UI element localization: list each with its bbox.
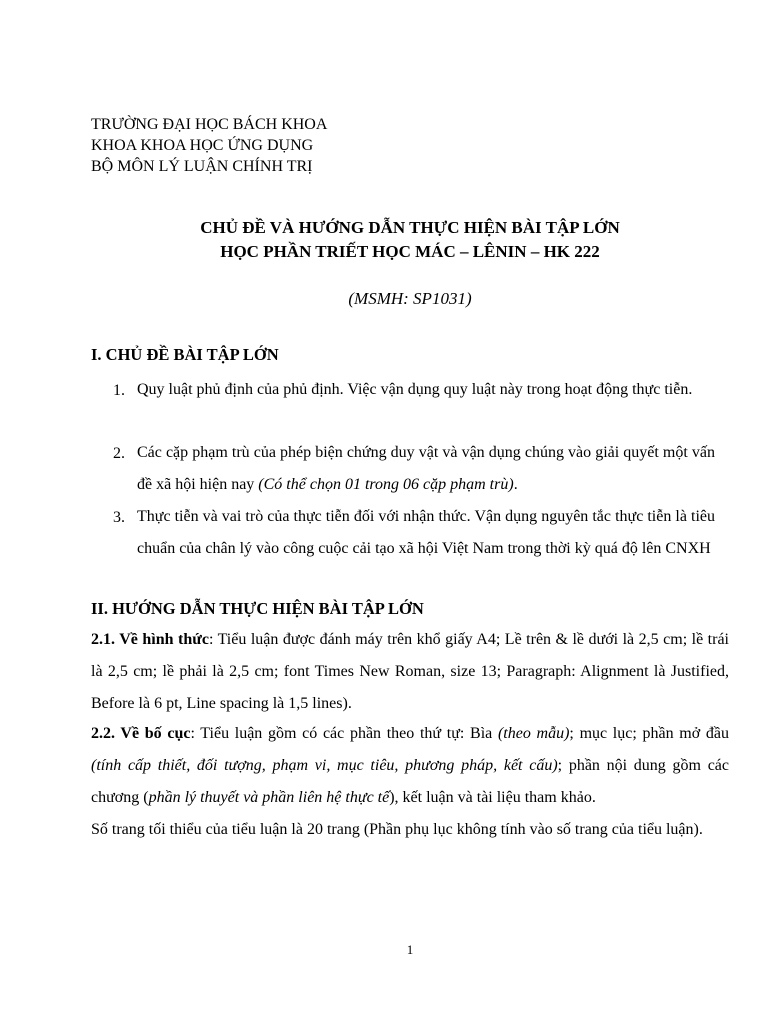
list-item-text: Quy luật phủ định của phủ định. Việc vận dụng quy luật này trong hoạt động thực tiễn. [137,381,693,398]
header-university: TRƯỜNG ĐẠI HỌC BÁCH KHOA [91,116,328,133]
title-line-2: HỌC PHẦN TRIẾT HỌC MÁC – LÊNIN – HK 222 [220,242,600,261]
title-line-1: CHỦ ĐỀ VÀ HƯỚNG DẪN THỰC HIỆN BÀI TẬP LỚN [200,218,620,237]
section-1-heading: I. CHỦ ĐỀ BÀI TẬP LỚN [91,345,279,364]
page-number: 1 [406,942,414,957]
header-department: BỘ MÔN LÝ LUẬN CHÍNH TRỊ [91,158,313,175]
paragraph-page-count: Số trang tối thiểu của tiểu luận là 20 trang (Phần phụ lục không tính vào số trang của tiểu luận). [91,821,703,838]
paragraph-format: 2.1. Về hình thức: Tiểu luận được đánh máy trên khổ giấy A4; Lề trên & lề dưới là 2,5 cm; lề trái là 2,5 cm; lề phải là 2,5 cm; font Times New Roman, size 13; Paragraph: Alignment là Justified, Before là 6 pt, Line spacing là 1,5 lines). [91,631,730,712]
header-faculty: KHOA KHOA HỌC ỨNG DỤNG [91,137,314,154]
paragraph-structure: 2.2. Về bố cục: Tiểu luận gồm có các phần theo thứ tự: Bìa (theo mẫu); mục lục; phần mở đầu (tính cấp thiết, đối tượng, phạm vi, mục tiêu, phương pháp, kết cấu); phần nội dung gồm các chương (phần lý thuyết và phần liên hệ thực tế), kết luận và tài liệu tham khảo. [91,725,729,806]
list-item-text: Các cặp phạm trù của phép biện chứng duy vật và vận dụng chúng vào giải quyết một vấn đề xã hội hiện nay (Có thể chọn 01 trong 06 cặp phạm trù). [137,444,715,493]
section-2-heading: II. HƯỚNG DẪN THỰC HIỆN BÀI TẬP LỚN [91,599,424,618]
list-item-text: Thực tiễn và vai trò của thực tiễn đối với nhận thức. Vận dụng nguyên tắc thực tiễn là tiêu chuẩn của chân lý vào công cuộc cải tạo xã hội Việt Nam trong thời kỳ quá độ lên CNXH [137,508,715,557]
course-code: (MSMH: SP1031) [348,289,472,308]
list-item-number: 3. [113,509,125,526]
list-item-number: 1. [113,382,125,399]
list-item-number: 2. [113,445,125,462]
